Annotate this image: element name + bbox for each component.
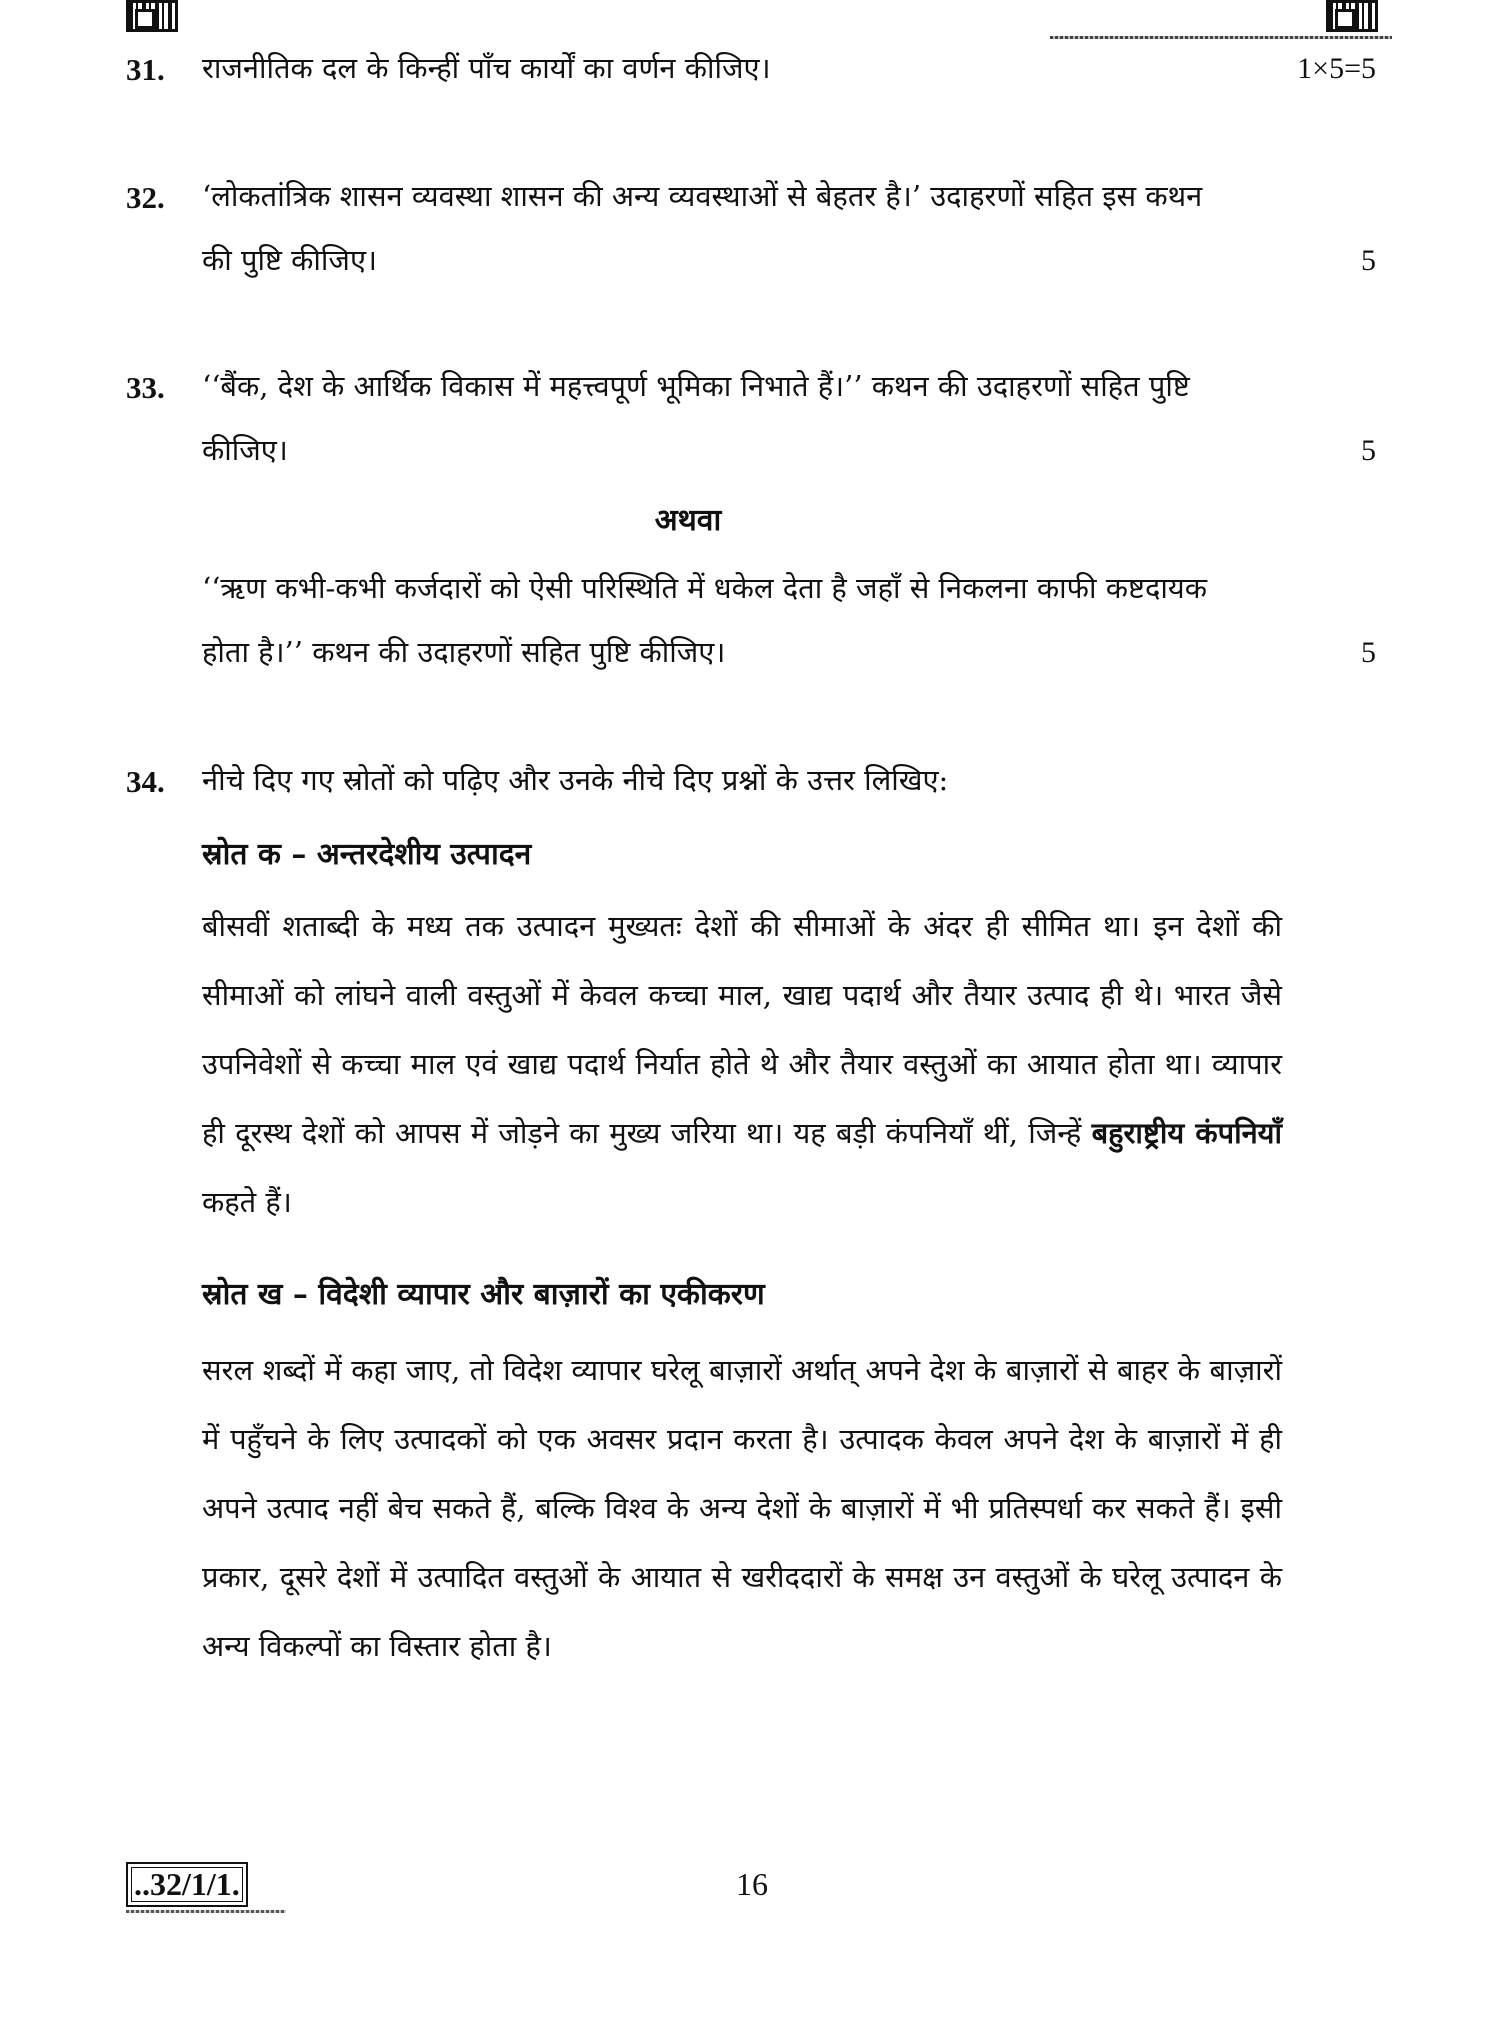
marks: 5 — [1361, 434, 1376, 467]
paper-code-microtext — [126, 1910, 286, 1913]
qr-code-right — [1326, 0, 1378, 32]
marks: 5 — [1361, 636, 1376, 669]
page-number: 16 — [736, 1866, 768, 1902]
question-number: 34. — [126, 764, 165, 799]
marks: 1×5=5 — [1297, 52, 1376, 85]
qr-code-left — [126, 0, 178, 32]
marks: 5 — [1361, 244, 1376, 277]
or-label: अथवा — [654, 503, 722, 538]
question-text: राजनीतिक दल के किन्हीं पाँच कार्यों का वर्णन कीजिए। — [202, 51, 771, 85]
question-number: 32. — [126, 180, 165, 215]
question-number: 31. — [126, 52, 165, 87]
source-a-text: बीसवीं शताब्दी के मध्य तक उत्पादन मुख्यतः देशों की सीमाओं के अंदर ही सीमित था। इन देशों की सीमाओं को लांघने वाली वस्तुओं में केवल कच्चा माल, खाद्य पदार्थ और तैयार उत्पाद ही थे। भारत जैसे उपनिवेशों से कच्चा माल एवं खाद्य पदार्थ निर्यात होते थे और तैयार वस्तुओं का आयात होता था। व्यापार ही दूरस्थ देशों को आपस में जोड़ने का मुख्य जरिया था। यह बड़ी कंपनियाँ थीं, जिन्हें — [202, 909, 1282, 1150]
source-a-paragraph — [202, 892, 1282, 1237]
question-text: ‘‘बैंक, देश के आर्थिक विकास में महत्त्वपूर्ण भूमिका निभाते हैं।’’ कथन की उदाहरणों सहित पुष्टि कीजिए। — [202, 369, 1190, 467]
question-text: ‘लोकतांत्रिक शासन व्यवस्था शासन की अन्य व्यवस्थाओं से बेहतर है।’ उदाहरणों सहित इस कथन की पुष्टि कीजिए। — [202, 179, 1203, 277]
source-b-paragraph: सरल शब्दों में कहा जाए, तो विदेश व्यापार घरेलू बाज़ारों अर्थात् अपने देश के बाज़ारों से बाहर के बाज़ारों में पहुँचने के लिए उत्पादकों को एक अवसर प्रदान करता है। उत्पादक केवल अपने देश के बाज़ारों में ही अपने उत्पाद नहीं बेच सकते हैं, बल्कि विश्व के अन्य देशों के बाज़ारों में भी प्रतिस्पर्धा कर सकते हैं। इसी प्रकार, दूसरे देशों में उत्पादित वस्तुओं के आयात से खरीददारों के समक्ष उन वस्तुओं के घरेलू उत्पादन के अन्य विकल्पों का विस्तार होता है। — [202, 1353, 1282, 1663]
question-text: नीचे दिए गए स्रोतों को पढ़िए और उनके नीचे दिए प्रश्नों के उत्तर लिखिए: — [202, 763, 949, 797]
paper-code: ..32/1/1. — [126, 1862, 248, 1907]
source-a-bold-term: बहुराष्ट्रीय कंपनियाँ — [1091, 1116, 1283, 1150]
source-a-text-end: कहते हैं। — [202, 1185, 292, 1219]
source-a-title: स्रोत क – अन्तरदेशीय उत्पादन — [202, 837, 532, 872]
question-text: ‘‘ऋण कभी-कभी कर्जदारों को ऐसी परिस्थिति में धकेल देता है जहाँ से निकलना काफी कष्टदायक होता है।’’ कथन की उदाहरणों सहित पुष्टि कीजिए। — [202, 571, 1207, 669]
source-b-title: स्रोत ख – विदेशी व्यापार और बाज़ारों का एकीकरण — [202, 1277, 765, 1312]
question-number: 33. — [126, 370, 165, 405]
